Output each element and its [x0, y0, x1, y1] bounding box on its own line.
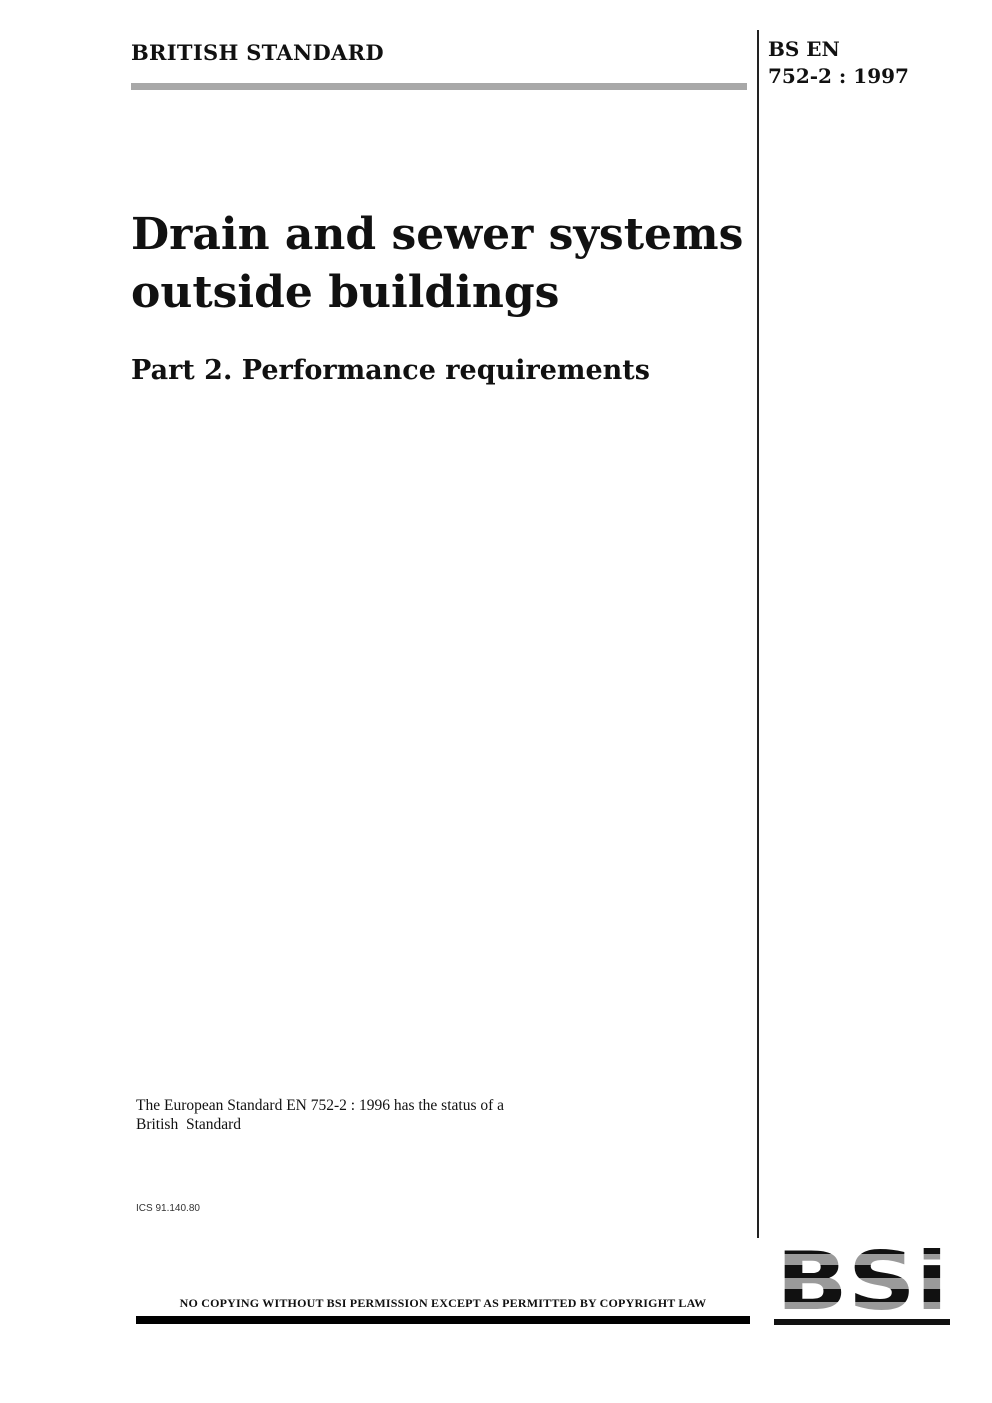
copyright-notice: NO COPYING WITHOUT BSI PERMISSION EXCEPT AS PERMITTED BY COPYRIGHT LAW: [179, 1296, 707, 1310]
status-note-line1: The European Standard EN 752-2 : 1996 has the status of a: [136, 1097, 505, 1114]
document-title: [131, 206, 751, 322]
status-note-line2: British Standard: [136, 1116, 242, 1133]
title-line1: Drain and sewer systems: [131, 209, 744, 260]
footer-divider: [136, 1316, 750, 1324]
standard-number: [768, 36, 909, 90]
vertical-divider: [757, 30, 759, 1238]
bsi-logo: [774, 1240, 950, 1326]
header-divider: [131, 83, 747, 90]
standard-number-line2: 752-2 : 1997: [768, 64, 909, 88]
ics-code: ICS 91.140.80: [136, 1203, 200, 1214]
status-note: [136, 1096, 576, 1134]
standard-number-line1: BS EN: [768, 37, 840, 61]
title-line2: outside buildings: [131, 267, 560, 318]
document-subtitle: Part 2. Performance requirements: [131, 355, 650, 386]
document-type-label: BRITISH STANDARD: [131, 40, 384, 65]
